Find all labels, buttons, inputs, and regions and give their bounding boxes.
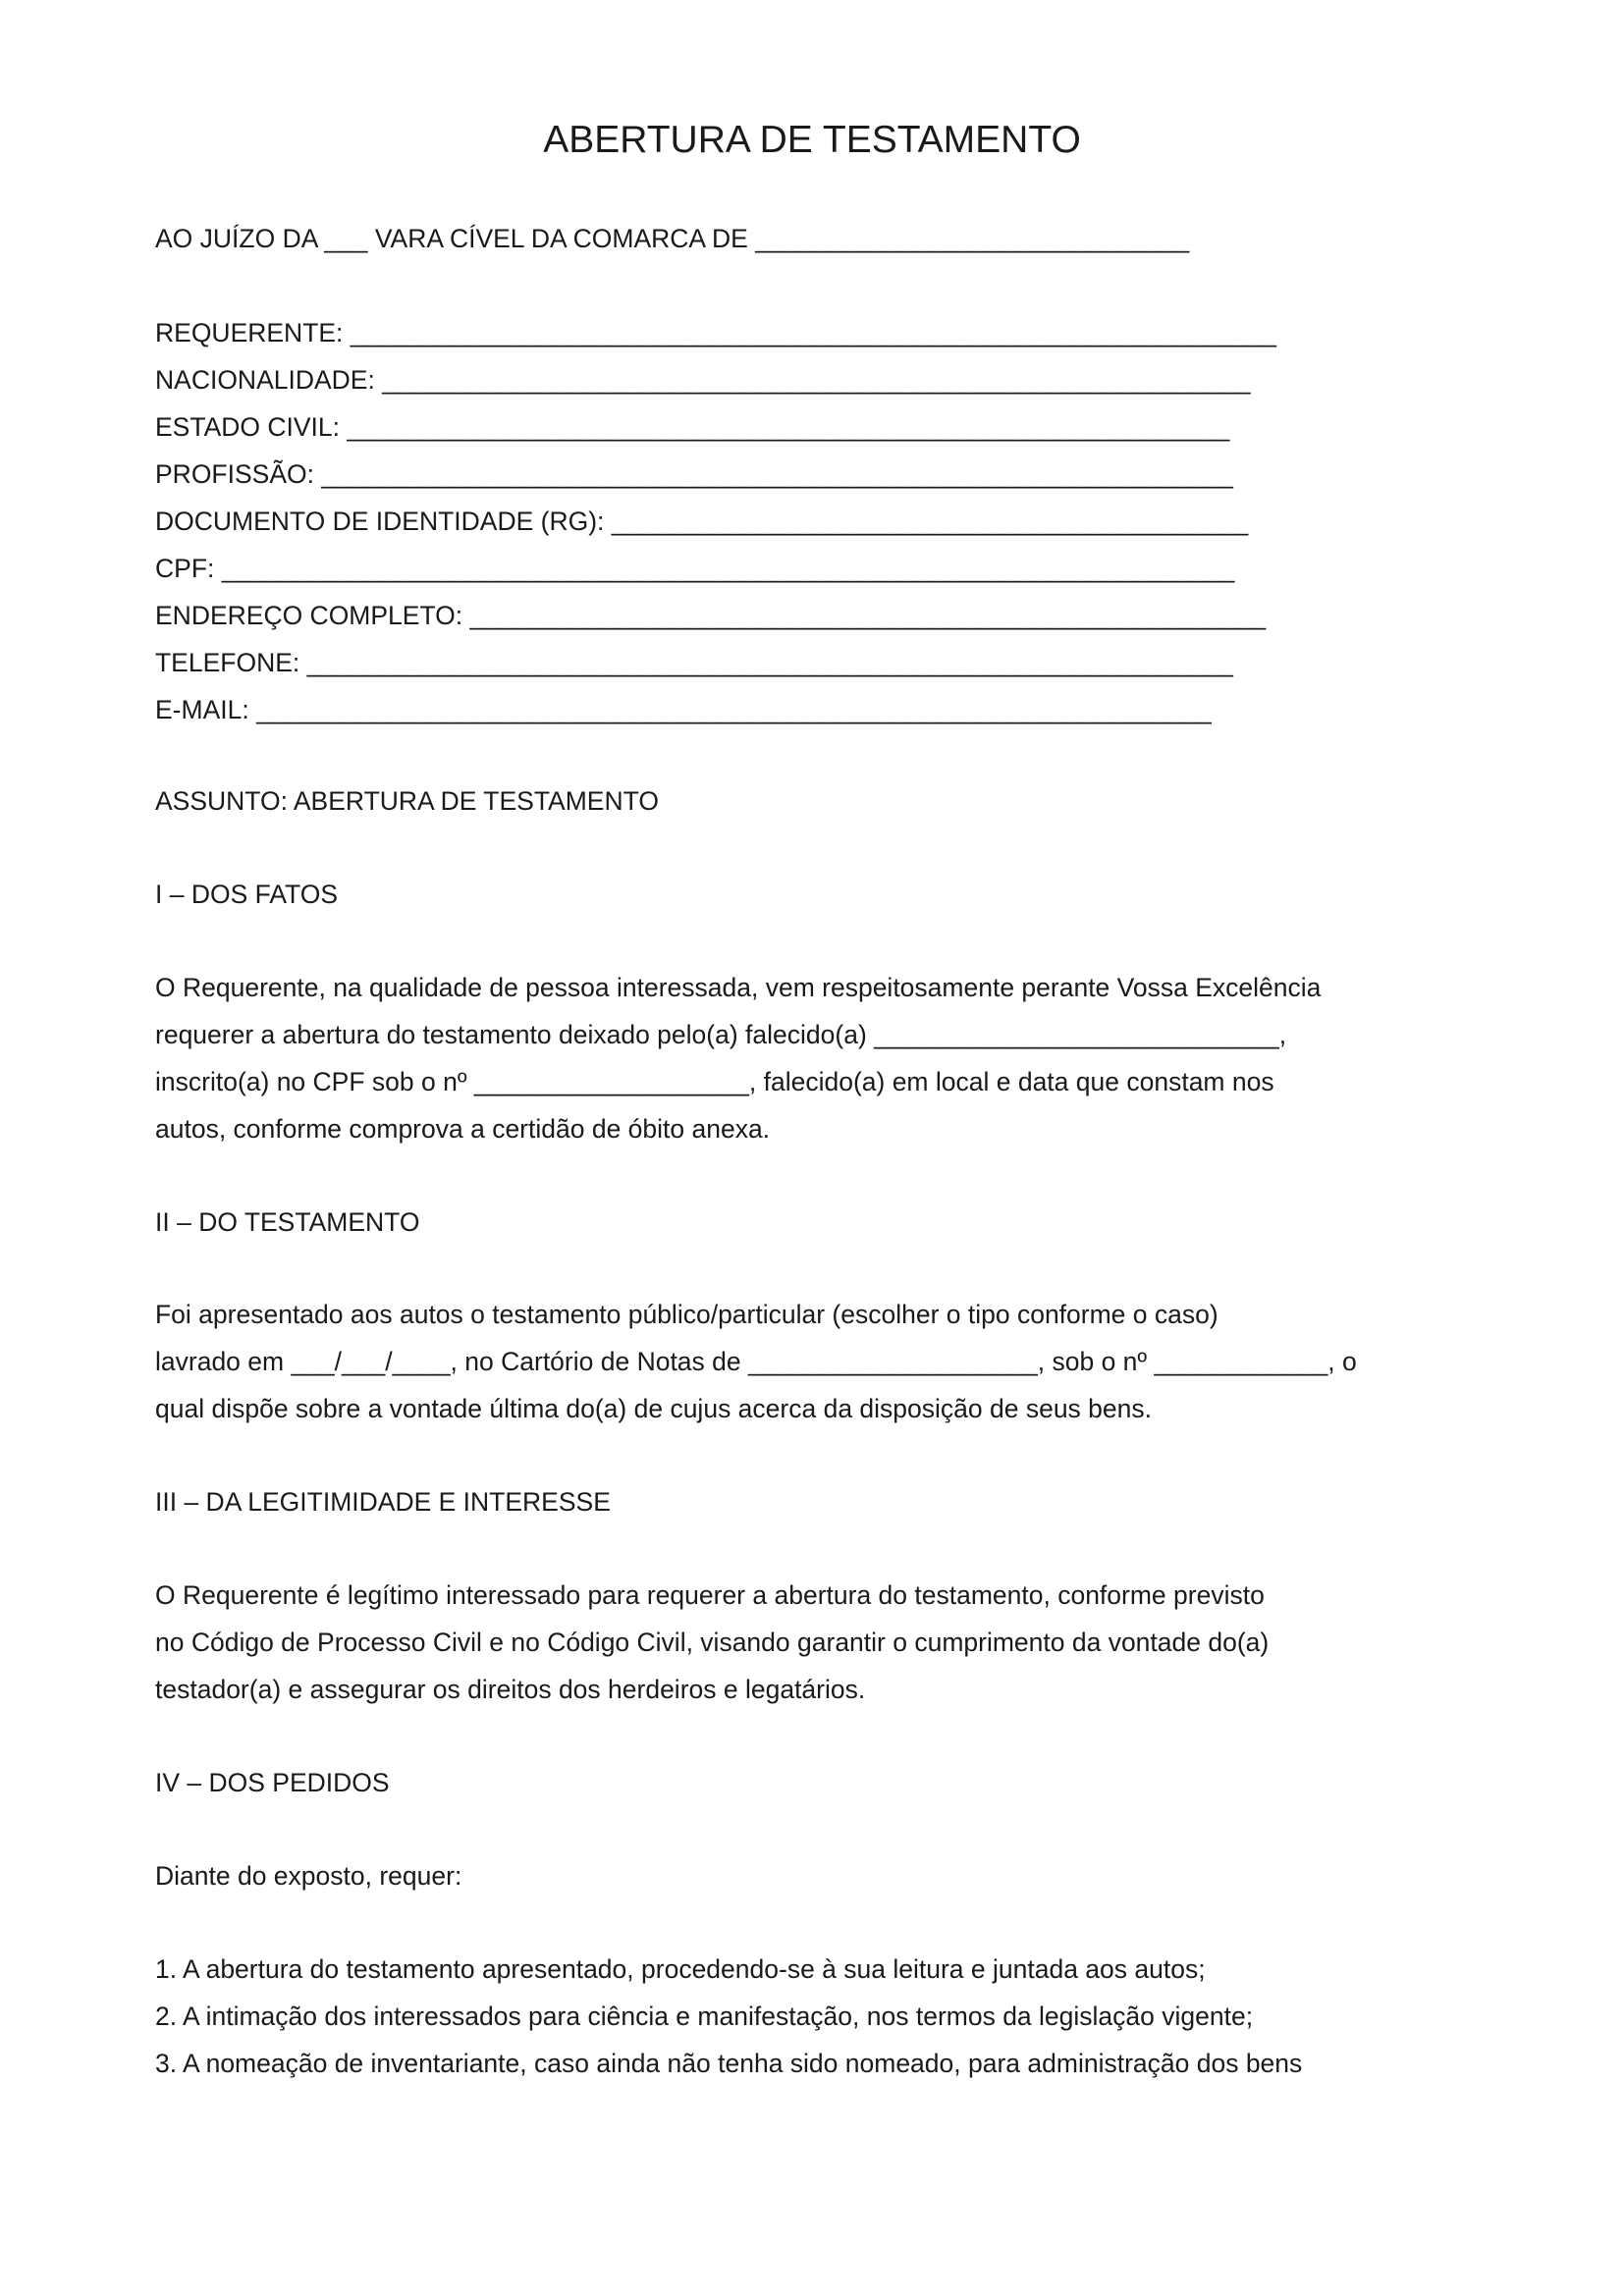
field-profissao: PROFISSÃO: _______________________________________________________________ — [155, 459, 1233, 489]
field-endereco: ENDEREÇO COMPLETO: _______________________________________________________ — [155, 601, 1267, 630]
pedido-item: 2. A intimação dos interessados para ciência e manifestação, nos termos da legislação vigente; — [155, 2002, 1254, 2031]
field-nacionalidade: NACIONALIDADE: ____________________________________________________________ — [155, 365, 1251, 395]
document-title: ABERTURA DE TESTAMENTO — [543, 119, 1081, 161]
field-requerente: REQUERENTE: ________________________________________________________________ — [155, 318, 1277, 347]
legitimidade-paragraph-line: no Código de Processo Civil e no Código Civil, visando garantir o cumprimento da vontade do(a) — [155, 1628, 1270, 1657]
subject-line: ASSUNTO: ABERTURA DE TESTAMENTO — [155, 786, 659, 816]
field-email: E-MAIL: __________________________________________________________________ — [155, 695, 1212, 724]
pedidos-intro: Diante do exposto, requer: — [155, 1861, 462, 1891]
fatos-paragraph-line: requerer a abertura do testamento deixado pelo(a) falecido(a) ____________________________, — [155, 1020, 1287, 1049]
fatos-paragraph-line: autos, conforme comprova a certidão de óbito anexa. — [155, 1114, 771, 1144]
section-heading-fatos: I – DOS FATOS — [155, 880, 339, 909]
field-rg: DOCUMENTO DE IDENTIDADE (RG): ____________________________________________ — [155, 507, 1249, 536]
field-estado-civil: ESTADO CIVIL: _____________________________________________________________ — [155, 412, 1230, 442]
field-telefone: TELEFONE: ________________________________________________________________ — [155, 648, 1233, 677]
fatos-paragraph-line: inscrito(a) no CPF sob o nº ___________________, falecido(a) em local e data que constam nos — [155, 1067, 1274, 1096]
fatos-paragraph-line: O Requerente, na qualidade de pessoa interessada, vem respeitosamente perante Vossa Excelência — [155, 973, 1322, 1002]
section-heading-testamento: II – DO TESTAMENTO — [155, 1207, 420, 1237]
testamento-paragraph-line: lavrado em ___/___/____, no Cartório de Notas de ____________________, sob o nº ____________, o — [155, 1347, 1357, 1376]
pedido-item: 3. A nomeação de inventariante, caso ainda não tenha sido nomeado, para administração dos bens — [155, 2049, 1303, 2078]
section-heading-pedidos: IV – DOS PEDIDOS — [155, 1768, 390, 1797]
section-heading-legitimidade: III – DA LEGITIMIDADE E INTERESSE — [155, 1487, 611, 1517]
addressee-line: AO JUÍZO DA ___ VARA CÍVEL DA COMARCA DE ______________________________ — [155, 224, 1190, 253]
pedido-item: 1. A abertura do testamento apresentado, procedendo-se à sua leitura e juntada aos autos; — [155, 1954, 1206, 1984]
legitimidade-paragraph-line: testador(a) e assegurar os direitos dos herdeiros e legatários. — [155, 1675, 866, 1704]
legitimidade-paragraph-line: O Requerente é legítimo interessado para requerer a abertura do testamento, conforme previsto — [155, 1580, 1265, 1610]
testamento-paragraph-line: Foi apresentado aos autos o testamento público/particular (escolher o tipo conforme o caso) — [155, 1300, 1218, 1329]
field-cpf: CPF: ______________________________________________________________________ — [155, 554, 1235, 583]
testamento-paragraph-line: qual dispõe sobre a vontade última do(a) de cujus acerca da disposição de seus bens. — [155, 1394, 1152, 1423]
